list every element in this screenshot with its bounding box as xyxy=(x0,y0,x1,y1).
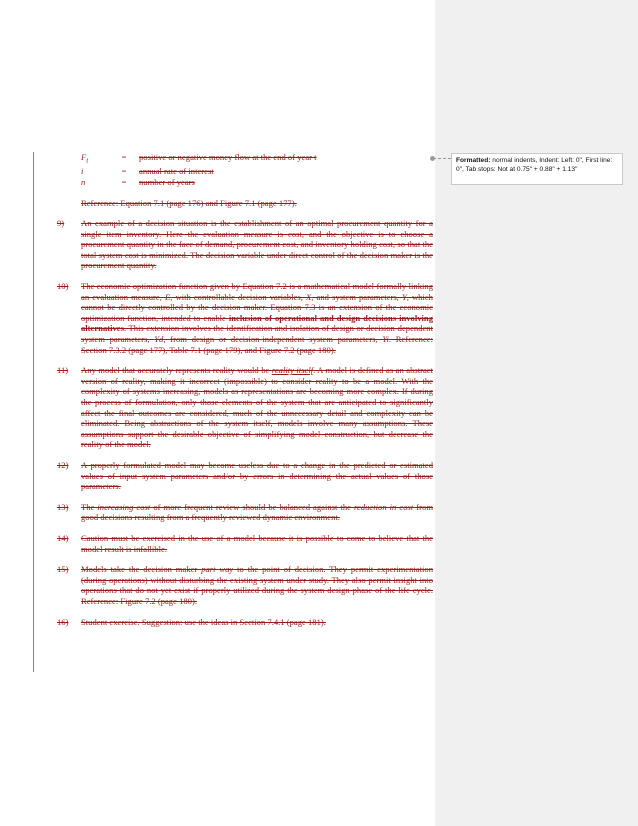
list-item-number: 14) xyxy=(57,532,69,543)
list-item-text xyxy=(81,502,433,523)
change-bar xyxy=(33,152,34,672)
text-run: Models take the decision maker xyxy=(81,564,202,575)
text-run: Yd xyxy=(154,334,164,345)
list-item xyxy=(57,564,433,606)
text-run: , and system parameters, xyxy=(311,291,402,302)
text-run: Caution must be exercised in the use of a model because it is possible to come to believe that the model result is infallible. xyxy=(81,532,433,554)
text-run: reduction in cost xyxy=(354,501,414,512)
definition-equals: = xyxy=(121,176,127,187)
text-run: E xyxy=(164,291,171,302)
definition-row xyxy=(57,177,433,188)
text-run: from good decisions resulting from a frequently reviewed dynamic environment. xyxy=(81,501,434,523)
list-item xyxy=(57,617,433,628)
definition-equals: = xyxy=(121,166,127,177)
numbered-list xyxy=(57,218,433,627)
text-run: increasing cost xyxy=(97,501,151,512)
text-run: Y xyxy=(401,291,407,302)
text-run: of more frequent review should be balanced against the xyxy=(150,501,354,512)
text-run: A properly formulated model may become useless due to a change in the predicted or estimated values of input system parameters and/or by errors in determining the actual values of those parameters. xyxy=(81,459,433,492)
document-body[interactable] xyxy=(57,152,433,627)
list-item xyxy=(57,281,433,355)
text-run: The economic optimization function given by Equation 7.2 is a mathematical model formally linking an evaluation measure, xyxy=(81,281,433,302)
text-run: Yi xyxy=(382,334,389,345)
comment-text: normal indents, Indent: Left: 0", First line: 0", Tab stops: Not at 0.75" + 0.88" + 1.13" xyxy=(456,157,613,173)
list-item-number: 16) xyxy=(57,616,69,627)
definition-symbol: F xyxy=(81,152,87,162)
list-item-text xyxy=(81,365,433,450)
list-item xyxy=(57,533,433,554)
reference-line: Reference: Equation 7.1 (page 176) and Figure 7.1 (page 177). xyxy=(81,197,297,208)
list-item-number: 15) xyxy=(57,564,69,575)
definition-text: positive or negative money flow at the end of year t xyxy=(139,152,317,162)
definition-subscript: t xyxy=(86,156,89,165)
list-item-number: 13) xyxy=(57,501,69,512)
text-run: . This extension involves the identification and isolation of design or decision-dependent system parameters, xyxy=(81,323,433,345)
text-run: An example of a decision situation is the establishment of an optimal procurement quantity for a single item inventory. Here the evaluation measure is cost, and the objective is to choose a procurement quantity in the face of demand, procurement cost, and inventory holding cost, so that the total system cost is minimized. The decision variable under direct control of the decision maker is the procurement quantity. xyxy=(81,218,433,271)
list-item-number: 9) xyxy=(57,218,65,229)
comment-connector xyxy=(433,158,451,159)
text-run: Student exercise. Suggestion: use the ideas in Section 7.4.1 (page 181). xyxy=(81,616,326,627)
format-comment-balloon[interactable] xyxy=(451,153,623,185)
list-item-number: 11) xyxy=(57,365,69,376)
text-run: The xyxy=(81,501,98,512)
text-run: reality itself xyxy=(271,365,314,376)
text-run: part way xyxy=(201,564,234,575)
list-item-text xyxy=(81,460,433,492)
definition-row xyxy=(57,166,433,177)
text-run: , with controllable decision variables, xyxy=(170,291,307,302)
text-run: . A model is defined as an abstract version of reality, making it incorrect (impossible) to consider reality to be a model. With the complexity of systems increasing, models as representations are becoming more complex. If during the process of formulation, only those elements of the system that are anticipated to significantly affect the final outcomes are considered, much of the unnecessary detail and complexity can be eliminated. Being abstractions of the system itself, models involve many assumptions. These assumptions support the desirable objective of simplifying model construction, but decrease the reality of the model. xyxy=(81,365,433,450)
list-item xyxy=(57,502,433,523)
list-item-number: 12) xyxy=(57,459,69,470)
definition-text: number of years xyxy=(139,176,195,187)
text-run: to the point of decision. They permit experimentation (during operations) without disturbing the existing system under study. They also permit insight into operations that do not yet exist if properly utilized during the system design phase of the life cycle. Reference: Figure 7.2 (page 180). xyxy=(81,564,433,606)
list-item xyxy=(57,365,433,450)
definition-symbol: n xyxy=(81,176,86,187)
list-item-text xyxy=(81,617,433,628)
text-run: inclusion of operational and design decisions involving alternatives xyxy=(81,312,434,334)
list-item xyxy=(57,218,433,271)
comment-label: Formatted: xyxy=(456,157,491,164)
definition-equals: = xyxy=(121,152,127,162)
comment-margin-panel xyxy=(435,0,638,826)
definition-row xyxy=(57,152,433,166)
text-run: , which cannot be directly controlled by the decision maker. Equation 7.3 is an extension of the economic optimization function, intended to enable xyxy=(81,291,433,323)
list-item-text xyxy=(81,218,433,271)
text-run: . Reference: Section 7.3.2 (page 177), Table 7.1 (page 179), and Figure 7.2 (page 180). xyxy=(81,334,433,355)
text-run: Any model that accurately represents reality would be xyxy=(81,365,272,376)
text-run: X xyxy=(306,291,312,302)
list-item xyxy=(57,460,433,492)
text-run: , from design or decision-independent system parameters, xyxy=(163,334,383,345)
list-item-number: 10) xyxy=(57,281,69,292)
list-item-text xyxy=(81,533,433,554)
list-item-text xyxy=(81,564,433,606)
list-item-text xyxy=(81,281,433,355)
definition-symbol: i xyxy=(81,166,84,177)
definition-text: annual rate of interest xyxy=(139,166,214,177)
